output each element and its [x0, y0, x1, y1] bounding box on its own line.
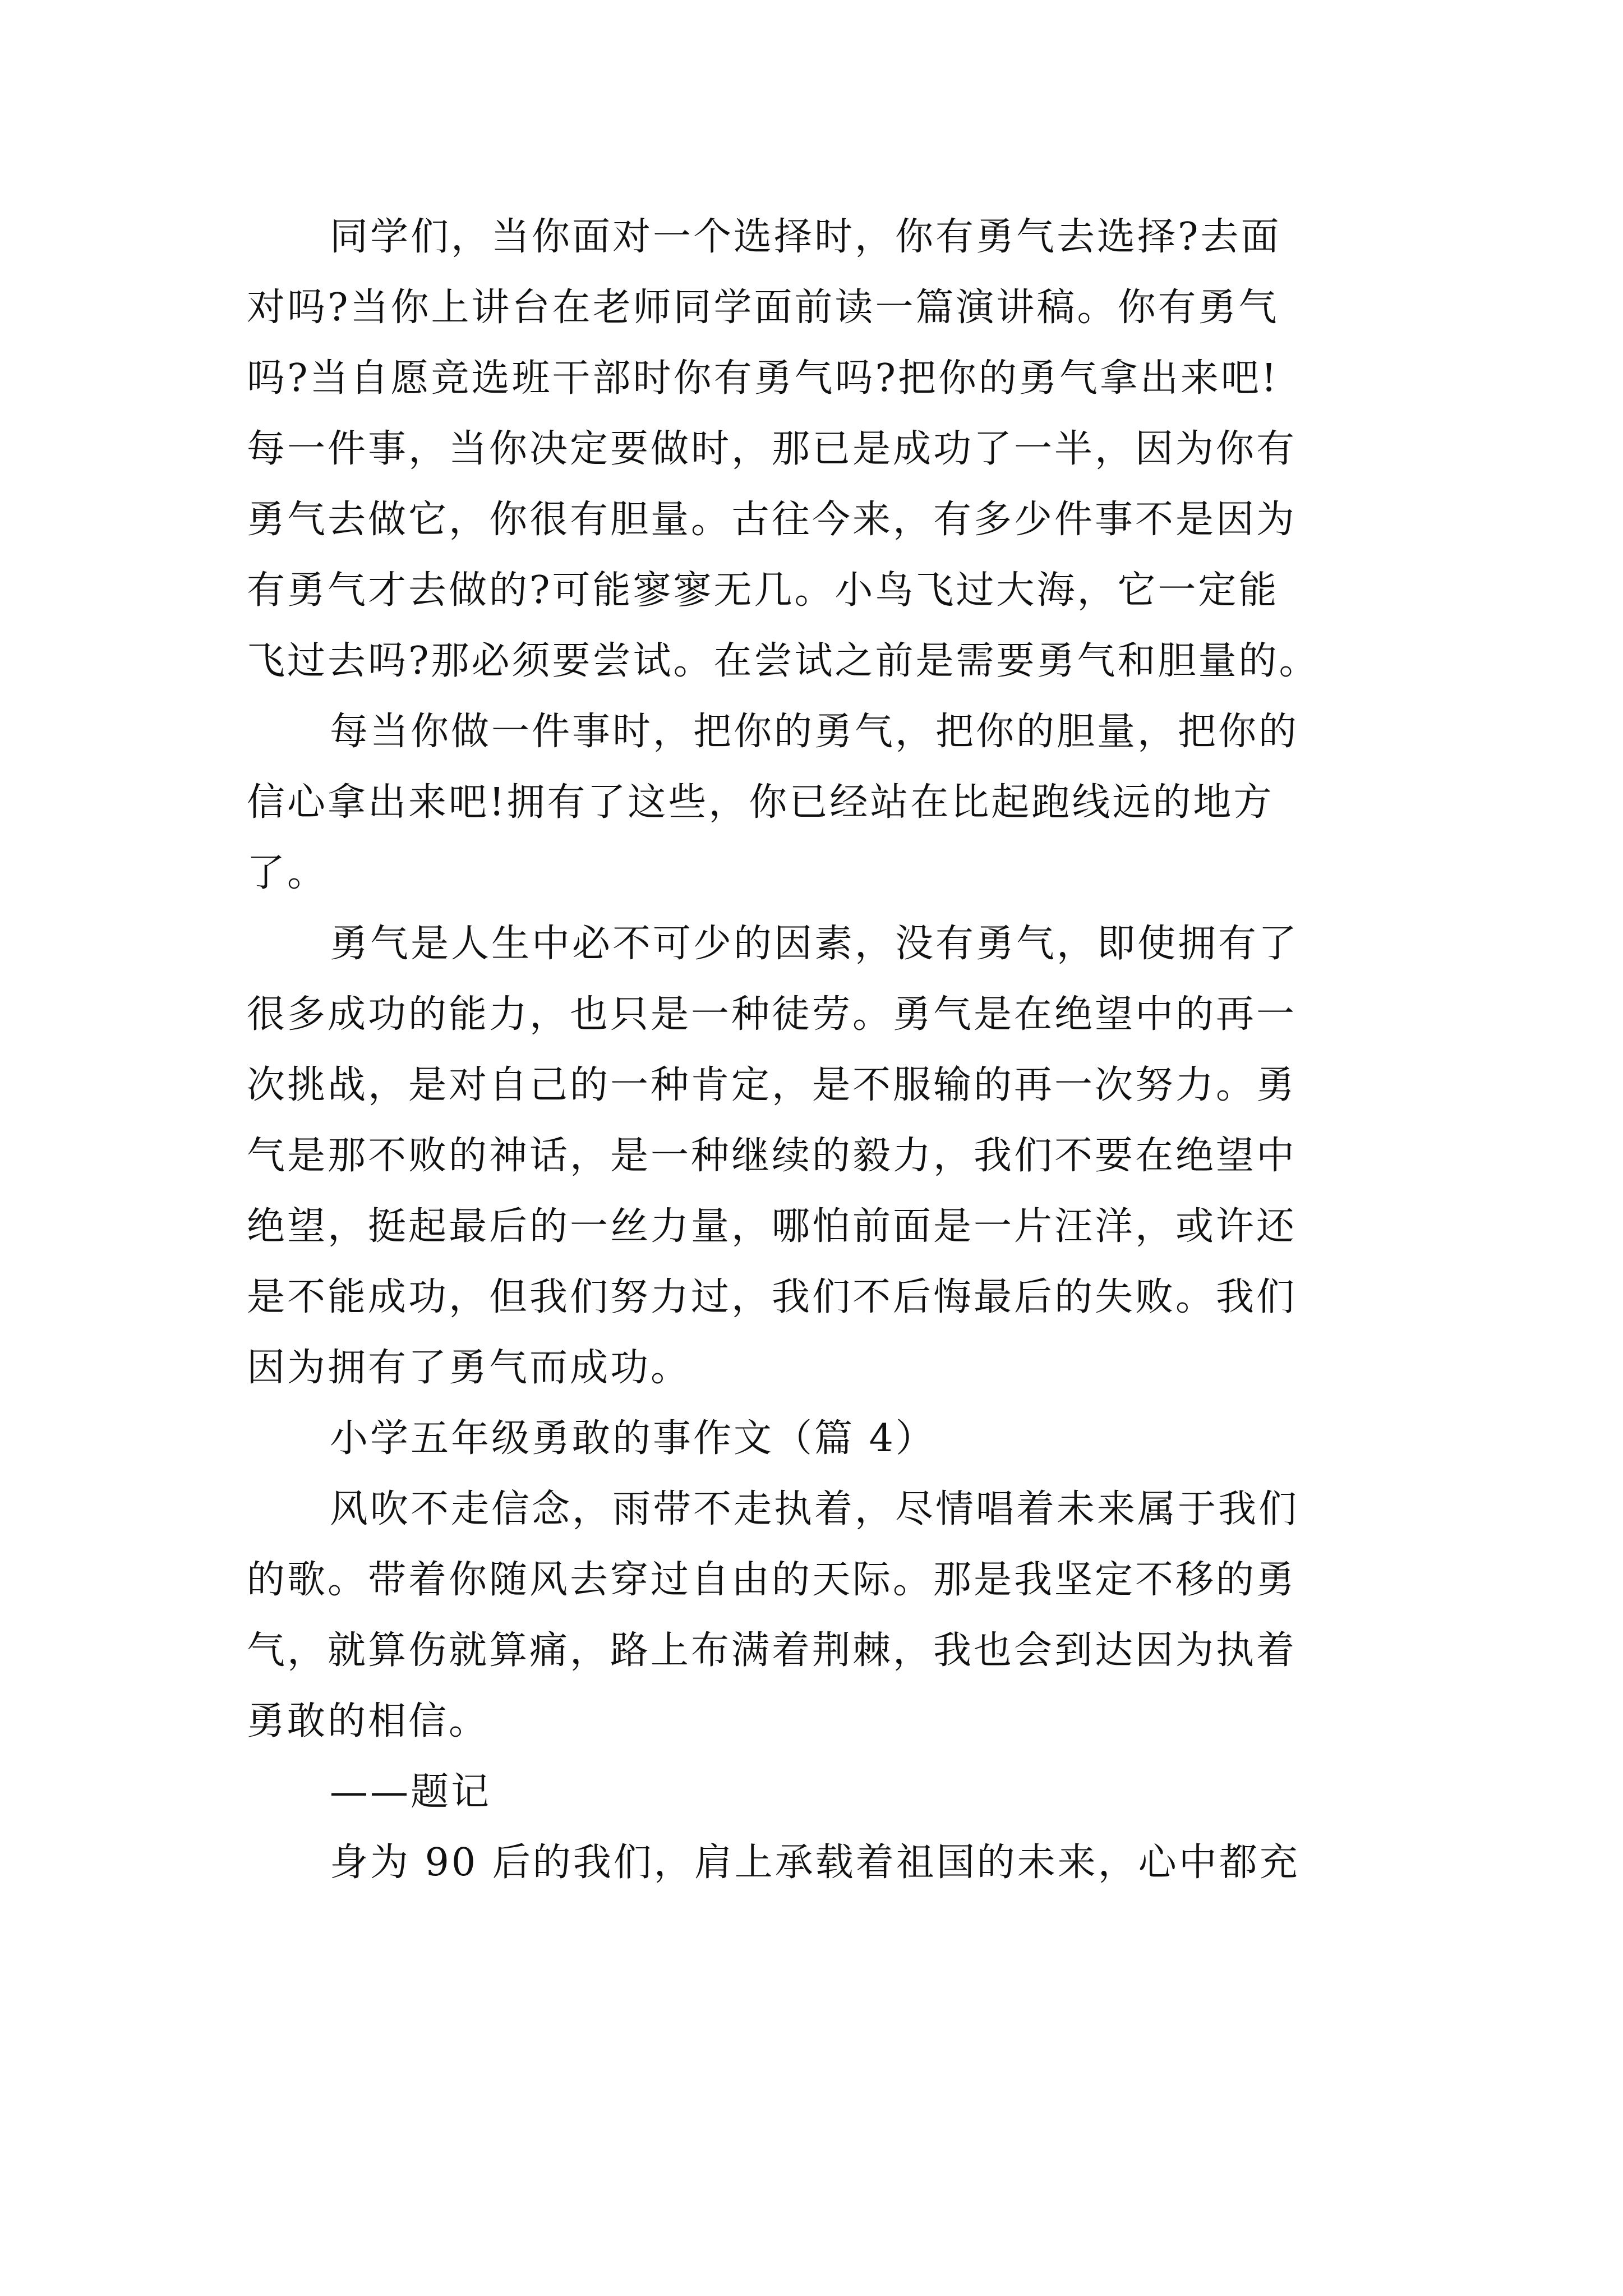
text-line: 身为 90 后的我们，肩上承载着祖国的未来，心中都充	[330, 1841, 1300, 1885]
text-line: 勇气去做它，你很有胆量。古往今来，有多少件事不是因为	[247, 498, 1297, 542]
text-line: 是不能成功，但我们努力过，我们不后悔最后的失败。我们	[247, 1275, 1297, 1319]
text-line: 吗?当自愿竞选班干部时你有勇气吗?把你的勇气拿出来吧!	[247, 356, 1279, 401]
text-line: 风吹不走信念，雨带不走执着，尽情唱着未来属于我们	[330, 1487, 1299, 1531]
text-line: 气，就算伤就算痛，路上布满着荆棘，我也会到达因为执着	[247, 1628, 1297, 1673]
text-line: 勇气是人生中必不可少的因素，没有勇气，即使拥有了	[330, 922, 1299, 966]
text-line: 气是那不败的神话，是一种继续的毅力，我们不要在绝望中	[247, 1134, 1297, 1178]
text-line: 每一件事，当你决定要做时，那已是成功了一半，因为你有	[247, 427, 1297, 471]
text-line: 每当你做一件事时，把你的勇气，把你的胆量，把你的	[330, 710, 1299, 754]
text-line: 的歌。带着你随风去穿过自由的天际。那是我坚定不移的勇	[247, 1558, 1297, 1602]
text-line: 很多成功的能力，也只是一种徒劳。勇气是在绝望中的再一	[247, 992, 1297, 1037]
text-line: 绝望，挺起最后的一丝力量，哪怕前面是一片汪洋，或许还	[247, 1204, 1297, 1249]
text-line: 信心拿出来吧!拥有了这些，你已经站在比起跑线远的地方	[247, 780, 1274, 825]
text-line: 对吗?当你上讲台在老师同学面前读一篇演讲稿。你有勇气	[247, 286, 1279, 330]
section-heading: 小学五年级勇敢的事作文（篇 4）	[330, 1416, 936, 1461]
text-line: 次挑战，是对自己的一种肯定，是不服输的再一次努力。勇	[247, 1063, 1297, 1107]
text-line: 了。	[247, 851, 328, 895]
text-line: 有勇气才去做的?可能寥寥无几。小鸟飞过大海，它一定能	[247, 568, 1279, 613]
text-line: 飞过去吗?那必须要尝试。在尝试之前是需要勇气和胆量的。	[247, 639, 1320, 683]
epigraph-attribution: ——题记	[330, 1770, 492, 1814]
text-line: 勇敢的相信。	[247, 1699, 490, 1743]
document-body	[247, 202, 1391, 1898]
text-line: 同学们，当你面对一个选择时，你有勇气去选择?去面	[330, 215, 1281, 259]
text-line: 因为拥有了勇气而成功。	[247, 1346, 691, 1390]
